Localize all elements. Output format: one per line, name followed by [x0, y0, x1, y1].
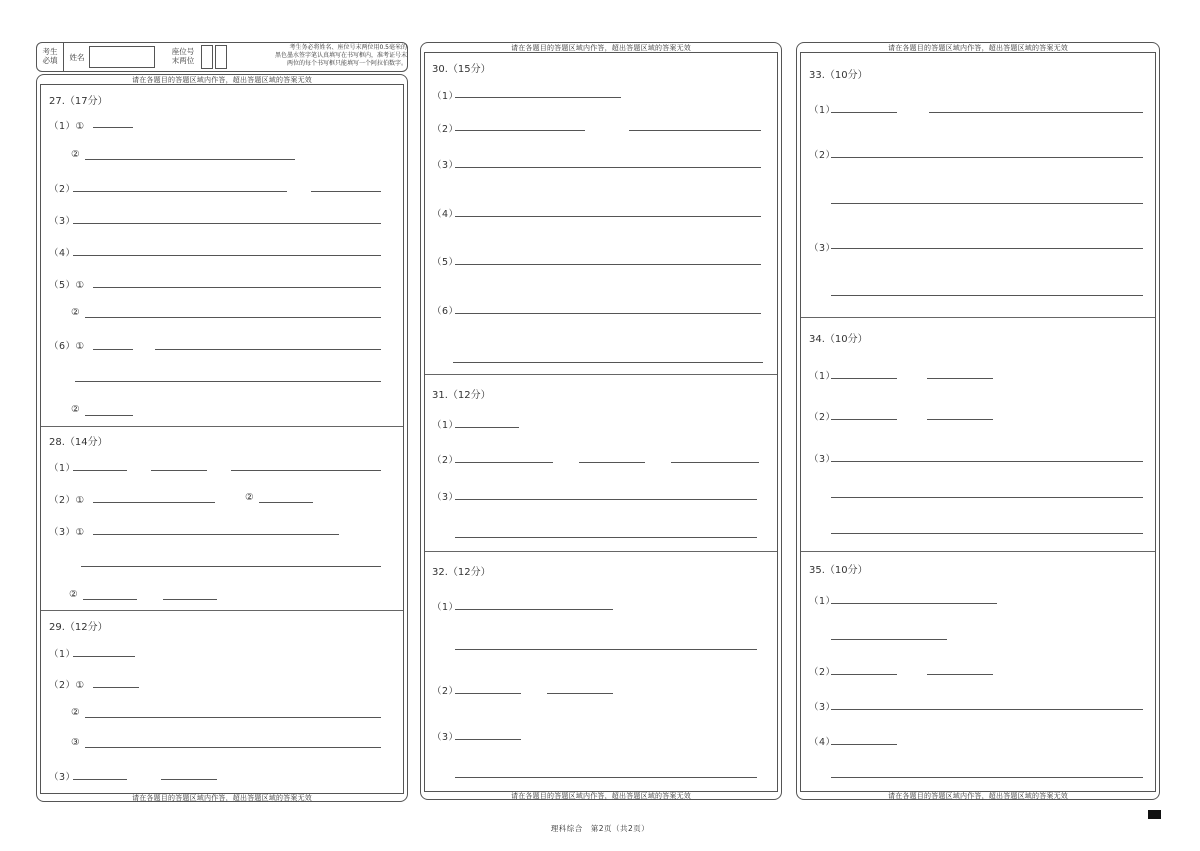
q27-blank-6b[interactable] — [155, 349, 381, 350]
q29-blank-2c[interactable] — [85, 747, 381, 748]
q27-blank-5[interactable] — [93, 287, 381, 288]
q30-blank-2b[interactable] — [629, 130, 761, 131]
q27-blank-2b[interactable] — [311, 191, 381, 192]
q32-blank-2b[interactable] — [547, 693, 613, 694]
q27-line-5b: ② — [71, 307, 81, 318]
q34-line-2: （2） — [809, 412, 836, 423]
q27-blank-5b[interactable] — [85, 317, 381, 318]
q31-blank-2a[interactable] — [455, 462, 553, 463]
column-2-area — [424, 52, 778, 792]
q34-blank-3a[interactable] — [831, 461, 1143, 462]
q27-line-1b: ② — [71, 149, 81, 160]
q33-blank-2b[interactable] — [831, 203, 1143, 204]
q28-blank-1c[interactable] — [231, 470, 381, 471]
q27-line-5: （5）① — [49, 280, 85, 291]
q29-line-2: （2）① — [49, 680, 85, 691]
q34-blank-1a[interactable] — [831, 378, 897, 379]
question-28-heading: 28.（14分） — [49, 437, 108, 448]
alignment-mark — [1148, 810, 1161, 819]
seat-label: 座位号 末两位 — [171, 47, 195, 65]
q29-blank-2a[interactable] — [93, 687, 139, 688]
q35-blank-4a[interactable] — [831, 744, 897, 745]
q32-line-1: （1） — [432, 602, 459, 613]
question-34-heading: 34.（10分） — [809, 334, 868, 345]
q34-line-1: （1） — [809, 371, 836, 382]
q35-blank-1b[interactable] — [831, 639, 947, 640]
q28-line-3b: ② — [69, 589, 79, 600]
question-35-heading: 35.（10分） — [809, 565, 868, 576]
q28-line-1: （1） — [49, 463, 76, 474]
q29-blank-3b[interactable] — [161, 779, 217, 780]
q28-blank-3d[interactable] — [163, 599, 217, 600]
q32-blank-1b[interactable] — [455, 649, 757, 650]
question-31-heading: 31.（12分） — [432, 390, 491, 401]
q31-line-2: （2） — [432, 455, 459, 466]
column-1-top-notice: 请在各题目的答题区域内作答，超出答题区域的答案无效 — [132, 76, 312, 84]
column-3-top-notice: 请在各题目的答题区域内作答，超出答题区域的答案无效 — [888, 44, 1068, 52]
q27-blank-1[interactable] — [93, 127, 133, 128]
q30-blank-6b[interactable] — [453, 362, 763, 363]
q35-line-1: （1） — [809, 596, 836, 607]
section-divider — [41, 610, 403, 611]
q27-blank-1b[interactable] — [85, 159, 295, 160]
q34-blank-3c[interactable] — [831, 533, 1143, 534]
q28-blank-1a[interactable] — [73, 470, 127, 471]
q29-blank-1[interactable] — [73, 656, 135, 657]
q27-blank-6d[interactable] — [85, 415, 133, 416]
q32-line-2: （2） — [432, 686, 459, 697]
q35-line-4: （4） — [809, 737, 836, 748]
q28-line-2: （2）① — [49, 495, 85, 506]
q34-blank-2b[interactable] — [927, 419, 993, 420]
divider — [63, 43, 64, 71]
name-field[interactable] — [89, 46, 155, 68]
q33-line-1: （1） — [809, 105, 836, 116]
q34-line-3: （3） — [809, 454, 836, 465]
q31-blank-1[interactable] — [455, 427, 519, 428]
q30-line-6: （6） — [432, 306, 459, 317]
q35-line-3: （3） — [809, 702, 836, 713]
q33-line-2: （2） — [809, 150, 836, 161]
page-footer: 理科综合 第2页（共2页） — [550, 824, 650, 833]
header-instructions: 考生务必将姓名、座位号末两位用0.5毫米的 黑色墨水签字笔认真填写在书写框内，准考证号末 两位的每个书写框只能填写一个阿拉伯数字。 — [274, 44, 407, 67]
q27-blank-6c[interactable] — [75, 381, 381, 382]
q28-blank-3b[interactable] — [81, 566, 381, 567]
column-2-top-notice: 请在各题目的答题区域内作答，超出答题区域的答案无效 — [511, 44, 691, 52]
q29-blank-3a[interactable] — [73, 779, 127, 780]
q32-blank-2a[interactable] — [455, 693, 521, 694]
q28-line-3: （3）① — [49, 527, 85, 538]
name-label: 姓名 — [69, 53, 85, 62]
q30-blank-4[interactable] — [455, 216, 761, 217]
q27-line-4: （4） — [49, 248, 76, 259]
q29-line-1: （1） — [49, 649, 76, 660]
section-divider — [41, 426, 403, 427]
q30-blank-3[interactable] — [455, 167, 761, 168]
q27-blank-4[interactable] — [73, 255, 381, 256]
q33-blank-2a[interactable] — [831, 157, 1143, 158]
q28-blank-1b[interactable] — [151, 470, 207, 471]
seat-digit-1[interactable] — [201, 45, 213, 69]
q33-blank-3b[interactable] — [831, 295, 1143, 296]
q31-blank-3b[interactable] — [455, 537, 757, 538]
q27-line-1: （1）① — [49, 121, 85, 132]
section-divider — [425, 551, 777, 552]
q30-line-2: （2） — [432, 124, 459, 135]
q33-blank-3a[interactable] — [831, 248, 1143, 249]
q35-blank-4b[interactable] — [831, 777, 1143, 778]
q31-blank-2b[interactable] — [579, 462, 645, 463]
q35-blank-2b[interactable] — [927, 674, 993, 675]
q35-blank-2a[interactable] — [831, 674, 897, 675]
q27-blank-3[interactable] — [73, 223, 381, 224]
q30-line-5: （5） — [432, 257, 459, 268]
q33-blank-1b[interactable] — [929, 112, 1143, 113]
question-33-heading: 33.（10分） — [809, 70, 868, 81]
section-divider — [801, 317, 1155, 318]
q34-blank-3b[interactable] — [831, 497, 1143, 498]
q29-line-2b: ② — [71, 707, 81, 718]
examinee-required-label: 考生 必填 — [42, 47, 58, 65]
q28-blank-3c[interactable] — [83, 599, 137, 600]
q27-line-6b: ② — [71, 404, 81, 415]
q28-line-2b: ② — [245, 492, 255, 503]
q30-blank-1[interactable] — [455, 97, 621, 98]
q27-line-2: （2） — [49, 184, 76, 195]
q28-blank-2a[interactable] — [93, 502, 215, 503]
q34-blank-2a[interactable] — [831, 419, 897, 420]
q29-line-3: （3） — [49, 772, 76, 783]
q32-line-3: （3） — [432, 732, 459, 743]
q35-blank-1a[interactable] — [831, 603, 997, 604]
q31-line-3: （3） — [432, 492, 459, 503]
q32-blank-1a[interactable] — [455, 609, 613, 610]
column-3-area — [800, 52, 1156, 792]
seat-digit-2[interactable] — [215, 45, 227, 69]
q35-blank-3[interactable] — [831, 709, 1143, 710]
question-29-heading: 29.（12分） — [49, 622, 108, 633]
question-30-heading: 30.（15分） — [432, 64, 491, 75]
q30-line-1: （1） — [432, 91, 459, 102]
q35-line-2: （2） — [809, 667, 836, 678]
q33-blank-1a[interactable] — [831, 112, 897, 113]
q30-blank-2a[interactable] — [455, 130, 585, 131]
q27-blank-6a[interactable] — [93, 349, 133, 350]
q27-line-3: （3） — [49, 216, 76, 227]
examinee-info-box — [36, 42, 408, 72]
question-32-heading: 32.（12分） — [432, 567, 491, 578]
section-divider — [425, 374, 777, 375]
q30-blank-6a[interactable] — [455, 313, 761, 314]
q29-line-2c: ③ — [71, 737, 81, 748]
column-1-area — [40, 84, 404, 794]
q27-line-6: （6）① — [49, 341, 85, 352]
column-1-bottom-notice: 请在各题目的答题区域内作答，超出答题区域的答案无效 — [132, 794, 312, 802]
q31-line-1: （1） — [432, 420, 459, 431]
column-2-bottom-notice: 请在各题目的答题区域内作答，超出答题区域的答案无效 — [511, 792, 691, 800]
q31-blank-2c[interactable] — [671, 462, 759, 463]
q27-blank-2a[interactable] — [73, 191, 287, 192]
q30-line-4: （4） — [432, 209, 459, 220]
column-3-bottom-notice: 请在各题目的答题区域内作答，超出答题区域的答案无效 — [888, 792, 1068, 800]
q30-blank-5[interactable] — [455, 264, 761, 265]
q32-blank-3a[interactable] — [455, 739, 521, 740]
section-divider — [801, 551, 1155, 552]
q32-blank-3b[interactable] — [455, 777, 757, 778]
q28-blank-2b[interactable] — [259, 502, 313, 503]
q30-line-3: （3） — [432, 160, 459, 171]
q28-blank-3a[interactable] — [93, 534, 339, 535]
q29-blank-2b[interactable] — [85, 717, 381, 718]
question-27-heading: 27.（17分） — [49, 96, 108, 107]
q34-blank-1b[interactable] — [927, 378, 993, 379]
q31-blank-3a[interactable] — [455, 499, 757, 500]
q33-line-3: （3） — [809, 243, 836, 254]
